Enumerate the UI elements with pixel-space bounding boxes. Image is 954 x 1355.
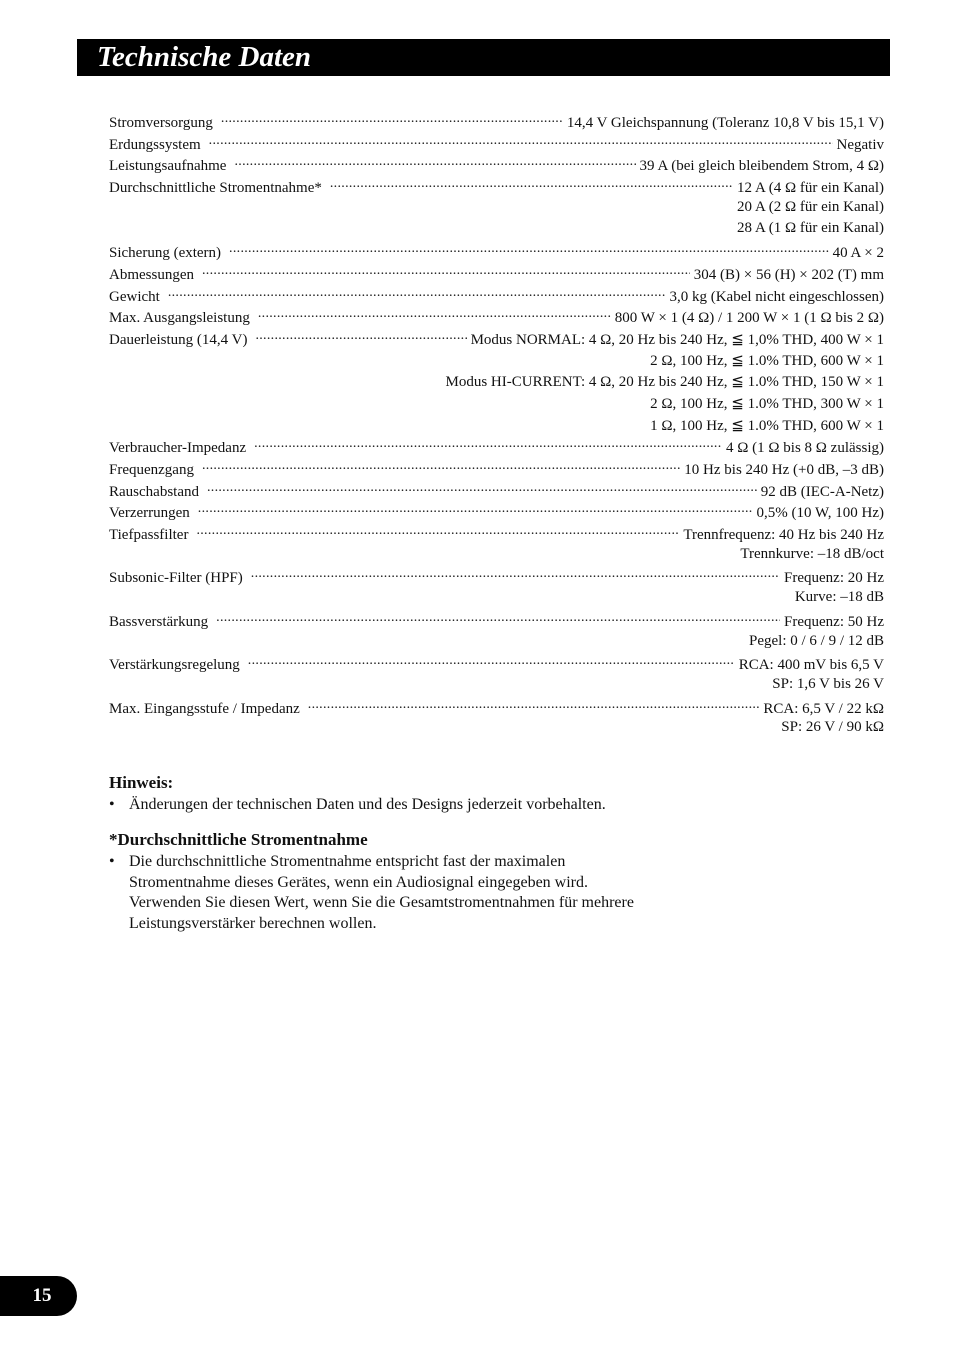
spec-value: 800 W × 1 (4 Ω) / 1 200 W × 1 (1 Ω bis 2 Ω) xyxy=(614,310,884,327)
spec-value: 12 A (4 Ω für ein Kanal) xyxy=(737,180,884,197)
spec-value: 4 Ω (1 Ω bis 8 Ω zulässig) xyxy=(725,440,884,457)
spec-row xyxy=(109,459,884,481)
spec-value-continued: Trennkurve: –18 dB/oct xyxy=(740,545,884,562)
spec-label: Dauerleistung (14,4 V) xyxy=(109,331,248,348)
spec-label: Durchschnittliche Stromentnahme* xyxy=(109,180,322,197)
spec-label: Max. Eingangsstufe / Impedanz xyxy=(109,700,300,717)
spec-label: Bassverstärkung xyxy=(109,613,209,630)
spec-row xyxy=(109,286,884,308)
spec-label: Verzerrungen xyxy=(109,505,190,522)
spec-value-continued: Modus HI-CURRENT: 4 Ω, 20 Hz bis 240 Hz, ≦ 1.0% THD, 150 W × 1 xyxy=(445,374,884,391)
spec-value: 40 A × 2 xyxy=(832,245,884,262)
spec-value: 39 A (bei gleich bleibendem Strom, 4 Ω) xyxy=(639,158,884,175)
page-number: 15 xyxy=(32,1285,52,1306)
spec-value-continued: 1 Ω, 100 Hz, ≦ 1.0% THD, 600 W × 1 xyxy=(650,417,884,434)
section-title-bar xyxy=(77,39,890,76)
spec-value: 92 dB (IEC-A-Netz) xyxy=(760,483,884,500)
spec-row xyxy=(109,264,884,286)
note-bullet xyxy=(109,795,809,816)
spec-label: Rauschabstand xyxy=(109,483,199,500)
spec-value: 0,5% (10 W, 100 Hz) xyxy=(756,505,884,522)
spec-row xyxy=(109,524,884,546)
note-section xyxy=(109,773,809,816)
spec-row xyxy=(109,502,884,524)
footnote-line: Stromentnahme dieses Gerätes, wenn ein Audiosignal eingegeben wird. xyxy=(129,873,588,891)
spec-label: Erdungssystem xyxy=(109,136,201,153)
spec-value-continued: 2 Ω, 100 Hz, ≦ 1.0% THD, 300 W × 1 xyxy=(650,395,884,412)
footnote-text xyxy=(129,852,809,934)
spec-row xyxy=(109,481,884,503)
spec-list xyxy=(109,112,884,741)
spec-value-continued: 28 A (1 Ω für ein Kanal) xyxy=(737,220,884,237)
footnote-line: Die durchschnittliche Stromentnahme entspricht fast der maximalen xyxy=(129,853,566,870)
dot-leader xyxy=(248,654,735,669)
spec-row xyxy=(109,611,884,633)
note-heading: Hinweis: xyxy=(109,773,174,792)
spec-row xyxy=(109,329,884,351)
spec-label: Subsonic-Filter (HPF) xyxy=(109,570,243,587)
dot-leader xyxy=(308,698,760,713)
spec-value: Modus NORMAL: 4 Ω, 20 Hz bis 240 Hz, ≦ 1,0% THD, 400 W × 1 xyxy=(470,331,884,348)
spec-label: Frequenzgang xyxy=(109,462,194,478)
spec-row xyxy=(109,437,884,459)
bullet-icon: • xyxy=(109,853,115,870)
spec-row xyxy=(109,654,884,676)
spec-row xyxy=(109,307,884,329)
spec-value: 14,4 V Gleichspannung (Toleranz 10,8 V bis 15,1 V) xyxy=(566,115,884,131)
footnote-heading: *Durchschnittliche Stromentnahme xyxy=(109,830,368,849)
dot-leader xyxy=(198,502,753,517)
spec-value-continued: SP: 26 V / 90 kΩ xyxy=(781,719,884,736)
dot-leader xyxy=(209,134,833,149)
dot-leader xyxy=(234,155,635,170)
footnote-line: Leistungsverstärker berechnen wollen. xyxy=(129,914,377,932)
spec-value: RCA: 400 mV bis 6,5 V xyxy=(738,657,884,674)
dot-leader xyxy=(207,481,757,496)
spec-label: Gewicht xyxy=(109,288,160,305)
dot-leader xyxy=(258,307,611,322)
spec-row xyxy=(109,155,884,177)
spec-label: Leistungsaufnahme xyxy=(109,158,227,175)
spec-row xyxy=(109,698,884,720)
footnote-line: Verwenden Sie diesen Wert, wenn Sie die Gesamtstromentnahmen für mehrere xyxy=(129,894,634,911)
spec-value-continued: Kurve: –18 dB xyxy=(794,589,884,606)
spec-label: Tiefpassfilter xyxy=(109,527,189,544)
spec-row xyxy=(109,112,884,134)
spec-value: RCA: 6,5 V / 22 kΩ xyxy=(763,700,884,717)
spec-row xyxy=(109,134,884,156)
footnote-section xyxy=(109,830,809,934)
dot-leader xyxy=(202,264,690,279)
spec-value: 304 (B) × 56 (H) × 202 (T) mm xyxy=(693,266,884,283)
dot-leader xyxy=(255,329,466,344)
spec-row xyxy=(109,242,884,264)
spec-label: Abmessungen xyxy=(109,266,194,283)
spec-label: Verstärkungsregelung xyxy=(109,657,240,674)
dot-leader xyxy=(229,242,829,257)
dot-leader xyxy=(251,567,780,582)
spec-label: Max. Ausgangsleistung xyxy=(109,310,250,327)
dot-leader xyxy=(216,611,780,626)
dot-leader xyxy=(330,177,733,192)
page-number-tab xyxy=(0,1276,77,1316)
spec-label: Sicherung (extern) xyxy=(109,245,222,262)
dot-leader xyxy=(254,437,722,452)
spec-row xyxy=(109,567,884,589)
spec-value: Frequenz: 50 Hz xyxy=(784,613,884,630)
spec-label: Verbraucher-Impedanz xyxy=(109,440,247,457)
spec-value: Negativ xyxy=(836,136,884,153)
dot-leader xyxy=(202,459,680,474)
spec-value-continued: SP: 1,6 V bis 26 V xyxy=(772,675,884,692)
spec-value-continued: 2 Ω, 100 Hz, ≦ 1.0% THD, 600 W × 1 xyxy=(650,352,884,369)
spec-label: Stromversorgung xyxy=(109,115,213,131)
spec-value: Trennfrequenz: 40 Hz bis 240 Hz xyxy=(683,527,884,544)
spec-value: 10 Hz bis 240 Hz (+0 dB, –3 dB) xyxy=(684,462,884,478)
dot-leader xyxy=(168,286,666,301)
spec-row xyxy=(109,177,884,199)
page-title: Technische Daten xyxy=(97,41,312,73)
spec-value: Frequenz: 20 Hz xyxy=(784,570,884,587)
spec-value-continued: 20 A (2 Ω für ein Kanal) xyxy=(737,198,884,215)
dot-leader xyxy=(196,524,679,539)
note-text: Änderungen der technischen Daten und des Designs jederzeit vorbehalten. xyxy=(129,796,606,813)
spec-value: 3,0 kg (Kabel nicht eingeschlossen) xyxy=(669,288,884,305)
spec-value-continued: Pegel: 0 / 6 / 9 / 12 dB xyxy=(749,632,884,649)
dot-leader xyxy=(221,112,563,127)
footnote-bullet xyxy=(109,852,809,934)
bullet-icon: • xyxy=(109,796,115,813)
